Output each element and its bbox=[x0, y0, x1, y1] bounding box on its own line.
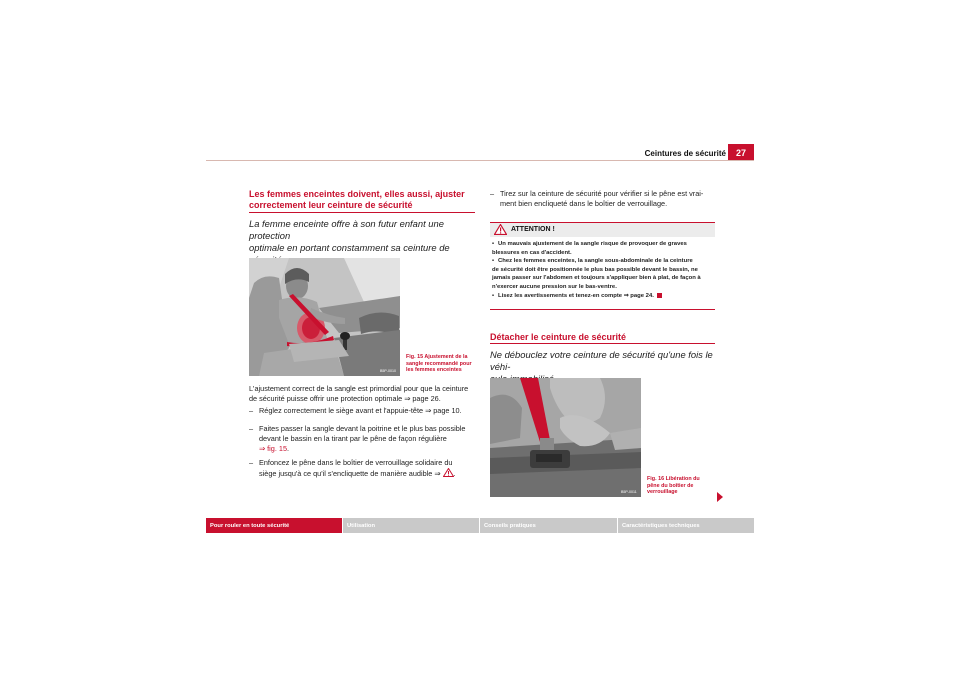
figure-15-illustration bbox=[249, 258, 400, 376]
section-title-line: Les femmes enceintes doivent, elles aussi, ajuster bbox=[249, 189, 465, 199]
paragraph-line: L'ajustement correct de la sangle est primordial pour que la ceinture bbox=[249, 384, 469, 393]
figure-code: B5P-0010 bbox=[380, 369, 396, 373]
header-rule bbox=[206, 160, 754, 161]
section-rule bbox=[249, 212, 475, 213]
step-text: devant le bassin en la tirant par le pêne de façon régulière bbox=[259, 434, 447, 443]
footer-tab-specs[interactable]: Caractéristiques techniques bbox=[618, 518, 754, 533]
step-text: Réglez correctement le siège avant et l'appuie-tête ⇒ page 10. bbox=[259, 406, 462, 415]
intro-line: Ne débouclez votre ceinture de sécurité qu'une fois le véhi- bbox=[490, 349, 713, 372]
paragraph-line: de sécurité puisse offrir une protection optimale ⇒ page 26. bbox=[249, 394, 441, 403]
warning-triangle-icon bbox=[443, 468, 454, 477]
figure-16-illustration bbox=[490, 378, 641, 497]
warning-item-line: blessures en cas d'accident. bbox=[492, 249, 572, 256]
figure-16 bbox=[490, 378, 641, 497]
warning-triangle-icon bbox=[494, 224, 507, 235]
warning-list bbox=[492, 240, 716, 300]
footer-tab-usage[interactable]: Utilisation bbox=[343, 518, 479, 533]
step-1: – Réglez correctement le siège avant et l'appuie-tête ⇒ page 10. bbox=[249, 406, 481, 416]
step-text: siège jusqu'à ce qu'il s'encliquette de manière audible ⇒ bbox=[259, 469, 441, 478]
step-2: – Faites passer la sangle devant la poitrine et le plus bas possible devant le bassin en la tirant par le pêne de façon régulière ⇒ fig. 15. bbox=[249, 424, 481, 454]
end-square-icon bbox=[657, 293, 662, 298]
running-header-title: Ceintures de sécurité bbox=[644, 149, 726, 158]
page-number: 27 bbox=[728, 144, 754, 161]
arrow-right-icon[interactable] bbox=[717, 492, 723, 502]
caption-line: Fig. 16 Libération du bbox=[647, 476, 700, 482]
step-3: – Enfoncez le pêne dans le boîtier de verrouillage solidaire du siège jusqu'à ce qu'il s'encliquette de manière audible ⇒ . bbox=[249, 458, 481, 479]
figure-code: B5P-0011 bbox=[621, 490, 637, 494]
figure-16-caption bbox=[647, 476, 717, 496]
caption-line: les femmes enceintes bbox=[406, 367, 462, 374]
step-text: Enfoncez le pêne dans le boîtier de verrouillage solidaire du bbox=[259, 458, 453, 467]
step-text: Tirez sur la ceinture de sécurité pour vérifier si le pêne est vrai- bbox=[500, 189, 704, 198]
caption-line: Fig. 15 Ajustement de la bbox=[406, 354, 468, 360]
caption-line: sangle recommandé pour bbox=[406, 360, 472, 367]
figure-15 bbox=[249, 258, 400, 376]
step-4: – Tirez sur la ceinture de sécurité pour vérifier si le pêne est vrai- ment bien encliqueté dans le boîtier de verrouillage. bbox=[490, 189, 722, 209]
figure-15-caption bbox=[406, 354, 476, 374]
intro-line: optimale en portant constamment sa ceinture de bbox=[249, 242, 450, 253]
warning-item: • Lisez les avertissements et tenez-en compte ⇒ page 24. bbox=[492, 292, 716, 301]
section-title-line: correctement leur ceinture de sécurité bbox=[249, 200, 413, 210]
step-text: . bbox=[453, 469, 456, 478]
caption-line: verrouillage bbox=[647, 489, 678, 496]
section-title-unfasten: Détacher le ceinture de sécurité bbox=[490, 332, 627, 342]
intro-line: La femme enceinte offre à son futur enfant une protection bbox=[249, 218, 444, 241]
caption-line: pêne du boîtier de bbox=[647, 482, 694, 489]
section-rule bbox=[490, 343, 715, 344]
step-text: ment bien encliqueté dans le boîtier de verrouillage. bbox=[500, 199, 668, 208]
figure-link[interactable]: ⇒ fig. 15 bbox=[259, 444, 288, 453]
warning-item-line: n'exercer aucune pression sur le bas-ventre. bbox=[492, 283, 617, 290]
body-paragraph bbox=[249, 384, 481, 404]
warning-item-line: jamais passer sur l'abdomen et toujours s'appliquer bien à plat, de façon à bbox=[492, 275, 701, 282]
step-text: . bbox=[287, 444, 290, 453]
warning-item: • Un mauvais ajustement de la sangle risque de provoquer de graves bbox=[492, 241, 687, 247]
footer-tab-safety[interactable]: Pour rouler en toute sécurité bbox=[206, 518, 342, 533]
step-text: Faites passer la sangle devant la poitrine et le plus bas possible bbox=[259, 424, 466, 433]
warning-item: • Chez les femmes enceintes, la sangle sous-abdominale de la ceinture bbox=[492, 258, 693, 265]
warning-title: ATTENTION ! bbox=[511, 226, 555, 233]
warning-item-line: de sécurité doit être positionnée le plus bas possible devant le bassin, ne bbox=[492, 266, 698, 273]
section-title-pregnant bbox=[249, 189, 475, 211]
footer-tab-tips[interactable]: Conseils pratiques bbox=[480, 518, 617, 533]
